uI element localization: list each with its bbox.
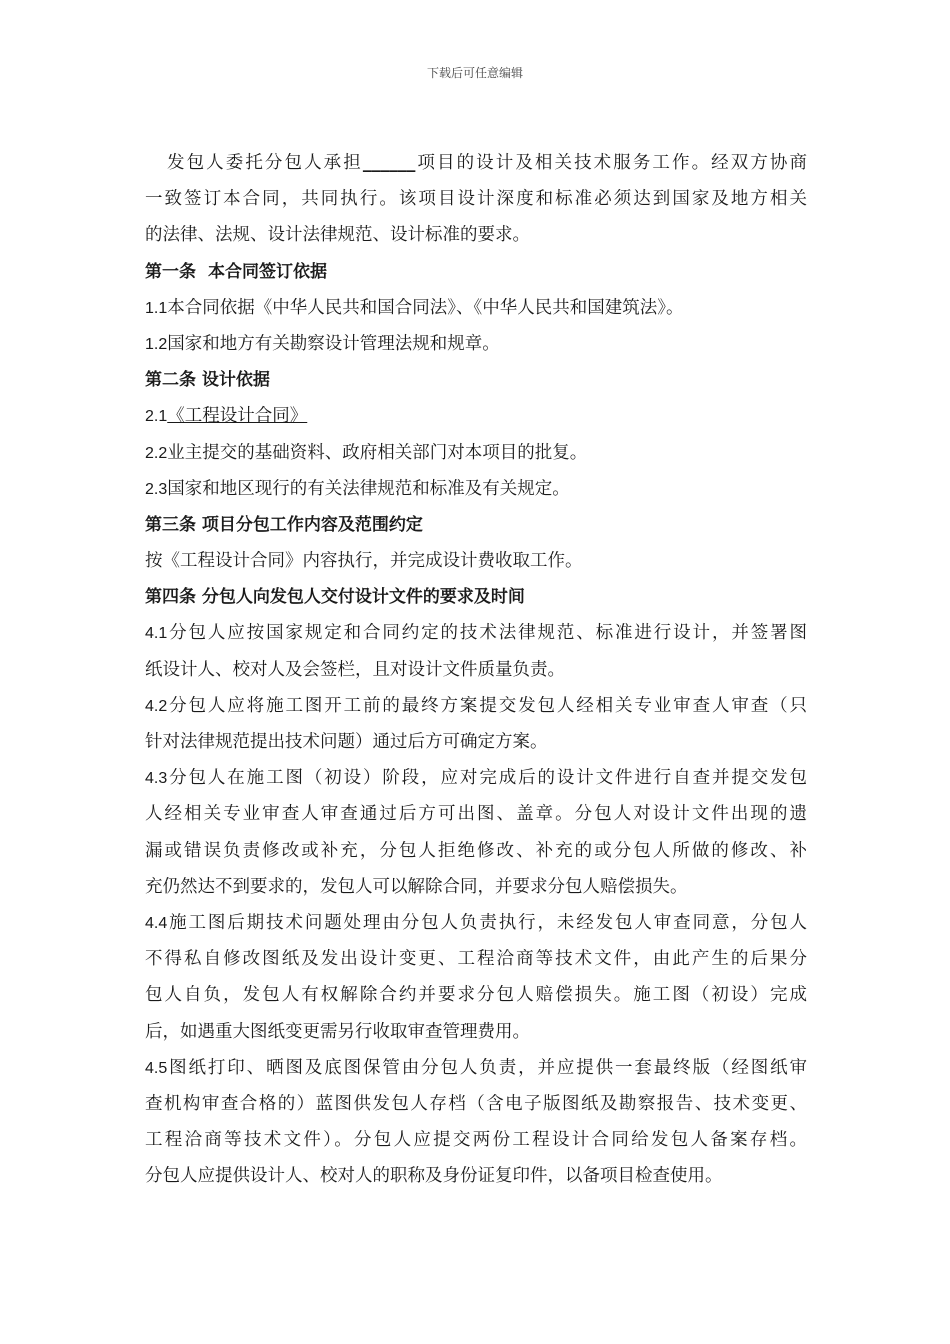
clause-4-4-line-4: 后，如遇重大图纸变更需另行收取审查管理费用。 <box>145 1021 530 1042</box>
clause-number: 2.2 <box>145 444 168 462</box>
clause-text: 国家和地区现行的有关法律规范和标准及有关规定。 <box>167 478 570 499</box>
intro-line-3: 的法律、法规、设计法律规范、设计标准的要求。 <box>145 225 530 246</box>
clause-number: 4.1 <box>145 625 168 643</box>
article-1-title <box>145 254 807 290</box>
clause-text: 分包人在施工图（初设）阶段，应对完成后的设计文件进行自查并提交发包 <box>167 768 807 789</box>
clause-4-4-line-1 <box>145 905 807 941</box>
article-3-text: 按《工程设计合同》内容执行，并完成设计费收取工作。 <box>145 551 583 572</box>
clause-4-3-line-3: 漏或错误负责修改或补充，分包人拒绝修改、补充的或分包人所做的修改、补 <box>145 840 807 861</box>
clause-4-1-line-1 <box>145 615 807 651</box>
intro-line-2: 一致签订本合同，共同执行。该项目设计深度和标准必须达到国家及地方相关 <box>145 189 807 210</box>
clause-text: 国家和地方有关勘察设计管理法规和规章。 <box>167 333 500 354</box>
article-1-name: 本合同签订依据 <box>208 261 327 282</box>
intro-text: 项目的设计及相关技术服务工作。经双方协商 <box>415 153 808 173</box>
article-3-title: 第三条 项目分包工作内容及范围约定 <box>145 514 423 535</box>
clause-4-5-line-3: 工程洽商等技术文件）。分包人应提交两份工程设计合同给发包人备案存档。 <box>145 1130 807 1151</box>
clause-number: 2.1 <box>145 408 168 426</box>
clause-4-3-line-4: 充仍然达不到要求的，发包人可以解除合同，并要求分包人赔偿损失。 <box>145 876 688 897</box>
clause-4-5-line-1 <box>145 1050 807 1086</box>
clause-number: 4.2 <box>145 697 168 715</box>
clause-text: 施工图后期技术问题处理由分包人负责执行，未经发包人审查同意，分包人 <box>167 912 807 933</box>
clause-4-4-line-3: 包人自负，发包人有权解除合约并要求分包人赔偿损失。施工图（初设）完成 <box>145 985 807 1006</box>
clause-number: 1.2 <box>145 335 168 353</box>
clause-4-2-line-2: 针对法律规范提出技术问题）通过后方可确定方案。 <box>145 732 548 752</box>
clause-number: 4.4 <box>145 914 168 932</box>
clause-4-4-line-2: 不得私自修改图纸及发出设计变更、工程洽商等技术文件，由此产生的后果分 <box>145 949 807 970</box>
page-header: 下载后可任意编辑 <box>426 66 523 80</box>
clause-number: 1.1 <box>145 299 168 317</box>
clause-text: 业主提交的基础资料、政府相关部门对本项目的批复。 <box>167 442 588 463</box>
article-4-title: 第四条 分包人向发包人交付设计文件的要求及时间 <box>145 587 525 608</box>
clause-text: 分包人应按国家规定和合同约定的技术法律规范、标准进行设计，并签署图 <box>167 623 807 644</box>
clause-4-3-line-2: 人经相关专业审查人审查通过后方可出图、盖章。分包人对设计文件出现的遗 <box>145 804 807 825</box>
clause-4-1-line-2: 纸设计人、校对人及会签栏，且对设计文件质量负责。 <box>145 659 565 680</box>
clause-1-2 <box>145 326 807 362</box>
intro-text: 发包人委托分包人承担 <box>167 153 363 173</box>
article-2-title: 第二条 设计依据 <box>145 370 270 391</box>
clause-text: 图纸打印、晒图及底图保管由分包人负责，并应提供一套最终版（经图纸审 <box>167 1057 807 1078</box>
clause-text: 《工程设计合同》 <box>167 406 308 427</box>
clause-number: 4.5 <box>145 1059 168 1077</box>
clause-number: 4.3 <box>145 770 168 788</box>
project-name-blank: ______ <box>362 153 416 173</box>
clause-2-3 <box>145 471 807 507</box>
clause-1-1 <box>145 290 807 326</box>
article-1-number: 第一条 <box>145 261 196 282</box>
clause-4-2-line-1 <box>145 688 807 724</box>
clause-4-5-line-4: 分包人应提供设计人、校对人的职称及身份证复印件，以备项目检查使用。 <box>145 1166 723 1187</box>
clause-2-2 <box>145 435 807 471</box>
intro-line-1 <box>145 145 807 181</box>
contract-body <box>145 145 807 1194</box>
clause-number: 2.3 <box>145 480 168 498</box>
clause-2-1 <box>145 398 807 434</box>
clause-4-5-line-2: 查机构审查合格的）蓝图供发包人存档（含电子版图纸及勘察报告、技术变更、 <box>145 1093 807 1114</box>
clause-text: 分包人应将施工图开工前的最终方案提交发包人经相关专业审查人审查（只 <box>167 695 807 716</box>
clause-text: 本合同依据《中华人民共和国合同法》、《中华人民共和国建筑法》。 <box>167 297 684 318</box>
clause-4-3-line-1 <box>145 760 807 796</box>
